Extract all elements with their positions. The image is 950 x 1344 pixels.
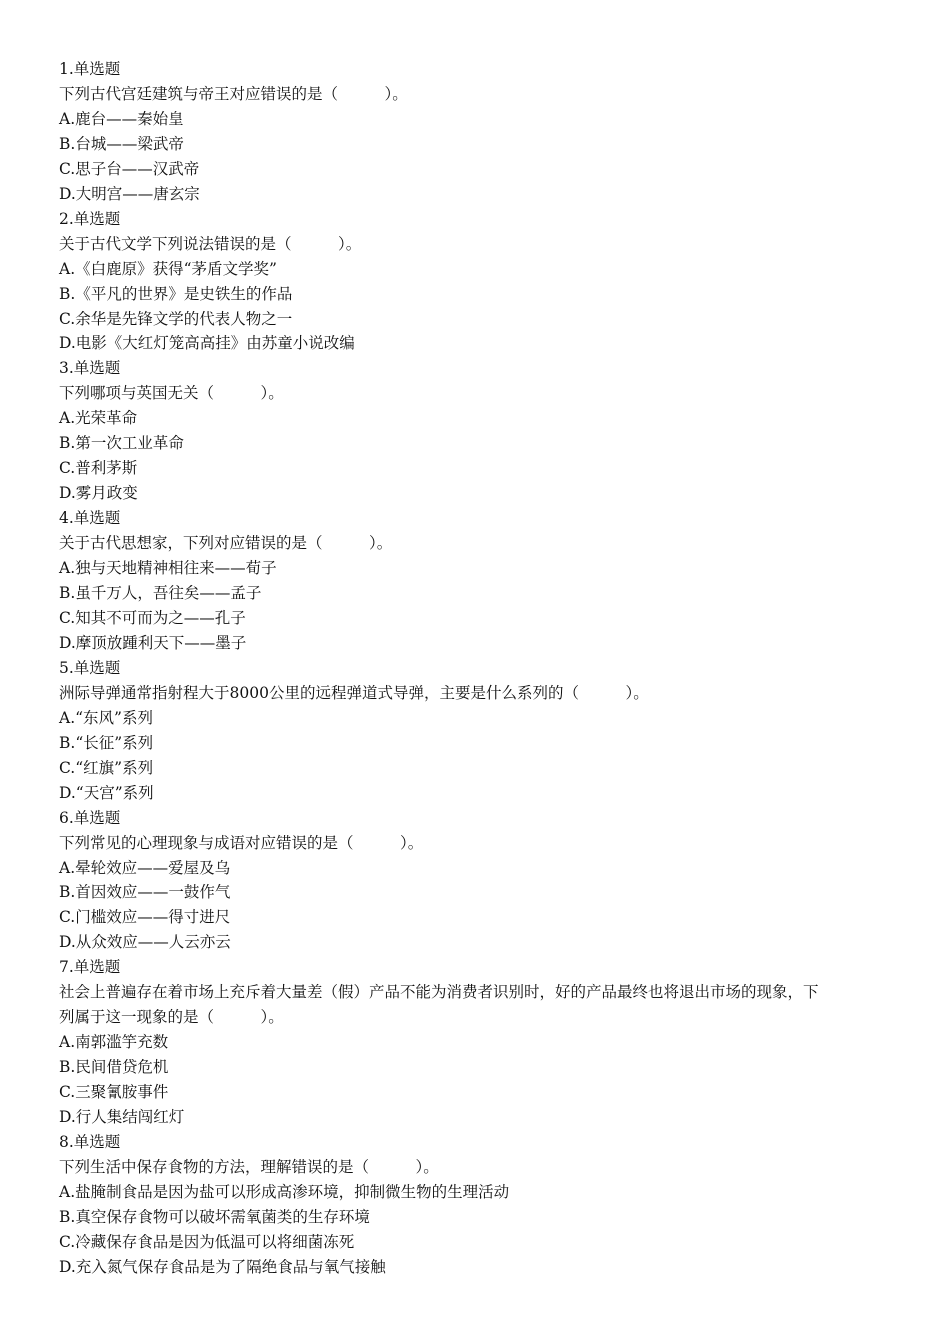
option-c: C.普利茅斯 (59, 459, 138, 478)
option-c: C.思子台——汉武帝 (59, 159, 200, 178)
option-c: C.“红旗”系列 (59, 758, 154, 777)
option-b: B.虽千万人，吾往矣——孟子 (59, 584, 262, 603)
option-d: D.“天宫”系列 (59, 783, 154, 802)
question-2 (59, 207, 889, 357)
question-stem: 关于古代文学下列说法错误的是（ ）。 (59, 234, 362, 253)
question-header: 1.单选题 (59, 60, 121, 78)
question-8 (59, 1130, 889, 1280)
option-d: D.从众效应——人云亦云 (59, 933, 231, 952)
option-a: A.盐腌制食品是因为盐可以形成高渗环境，抑制微生物的生理活动 (59, 1182, 510, 1201)
option-d: D.大明宫——唐玄宗 (59, 184, 200, 203)
question-header: 5.单选题 (59, 658, 121, 677)
option-b: B.首因效应——一鼓作气 (59, 883, 231, 902)
option-a: A.光荣革命 (59, 409, 138, 428)
option-d: D.电影《大红灯笼高高挂》由苏童小说改编 (59, 334, 355, 353)
question-3 (59, 356, 889, 506)
question-stem: 洲际导弹通常指射程大于8000公里的远程弹道式导弹，主要是什么系列的（ ）。 (59, 683, 649, 702)
question-stem: 下列哪项与英国无关（ ）。 (59, 384, 284, 403)
option-c: C.冷藏保存食品是因为低温可以将细菌冻死 (59, 1232, 355, 1251)
option-a: A.“东风”系列 (59, 708, 153, 727)
option-a: A.鹿台——秦始皇 (59, 109, 184, 128)
question-6 (59, 806, 889, 956)
question-stem: 关于古代思想家，下列对应错误的是（ ）。 (59, 534, 393, 553)
question-4 (59, 506, 889, 656)
option-c: C.知其不可而为之——孔子 (59, 608, 246, 627)
option-d: D.雾月政变 (59, 484, 138, 503)
option-d: D.充入氮气保存食品是为了隔绝食品与氧气接触 (59, 1257, 386, 1276)
question-header: 2.单选题 (59, 209, 121, 228)
option-b: B.真空保存食物可以破坏需氧菌类的生存环境 (59, 1207, 370, 1226)
option-d: D.摩顶放踵利天下——墨子 (59, 633, 247, 652)
question-header: 4.单选题 (59, 509, 121, 528)
option-b: B.第一次工业革命 (59, 434, 184, 453)
question-stem: 下列常见的心理现象与成语对应错误的是（ ）。 (59, 833, 424, 852)
question-header: 7.单选题 (59, 958, 121, 977)
question-header: 6.单选题 (59, 808, 121, 827)
option-b: B.民间借贷危机 (59, 1058, 169, 1077)
option-c: C.三聚氰胺事件 (59, 1083, 169, 1102)
question-stem: 下列生活中保存食物的方法，理解错误的是（ ）。 (59, 1157, 439, 1176)
question-stem: 社会上普遍存在着市场上充斥着大量差（假）产品不能为消费者识别时，好的产品最终也将退出市场的现象，下 (59, 983, 819, 1002)
option-a: A.晕轮效应——爱屋及乌 (59, 858, 231, 877)
option-d: D.行人集结闯红灯 (59, 1108, 185, 1127)
question-stem-continued: 列属于这一现象的是（ ）。 (59, 1008, 284, 1027)
question-1 (59, 57, 889, 207)
option-b: B.台城——梁武帝 (59, 134, 184, 153)
option-c: C.门槛效应——得寸进尺 (59, 908, 231, 927)
question-header: 3.单选题 (59, 359, 121, 378)
option-c: C.余华是先锋文学的代表人物之一 (59, 309, 293, 328)
option-b: B.《平凡的世界》是史铁生的作品 (59, 284, 293, 303)
option-a: A.南郭滥竽充数 (59, 1033, 169, 1052)
question-header: 8.单选题 (59, 1132, 121, 1151)
option-a: A.《白鹿原》获得“茅盾文学奖” (59, 259, 277, 278)
exam-document (59, 57, 889, 1280)
option-a: A.独与天地精神相往来——荀子 (59, 559, 277, 578)
question-5 (59, 656, 889, 806)
question-stem: 下列古代宫廷建筑与帝王对应错误的是（ ）。 (59, 84, 408, 103)
question-7 (59, 955, 889, 1130)
option-b: B.“长征”系列 (59, 733, 154, 752)
